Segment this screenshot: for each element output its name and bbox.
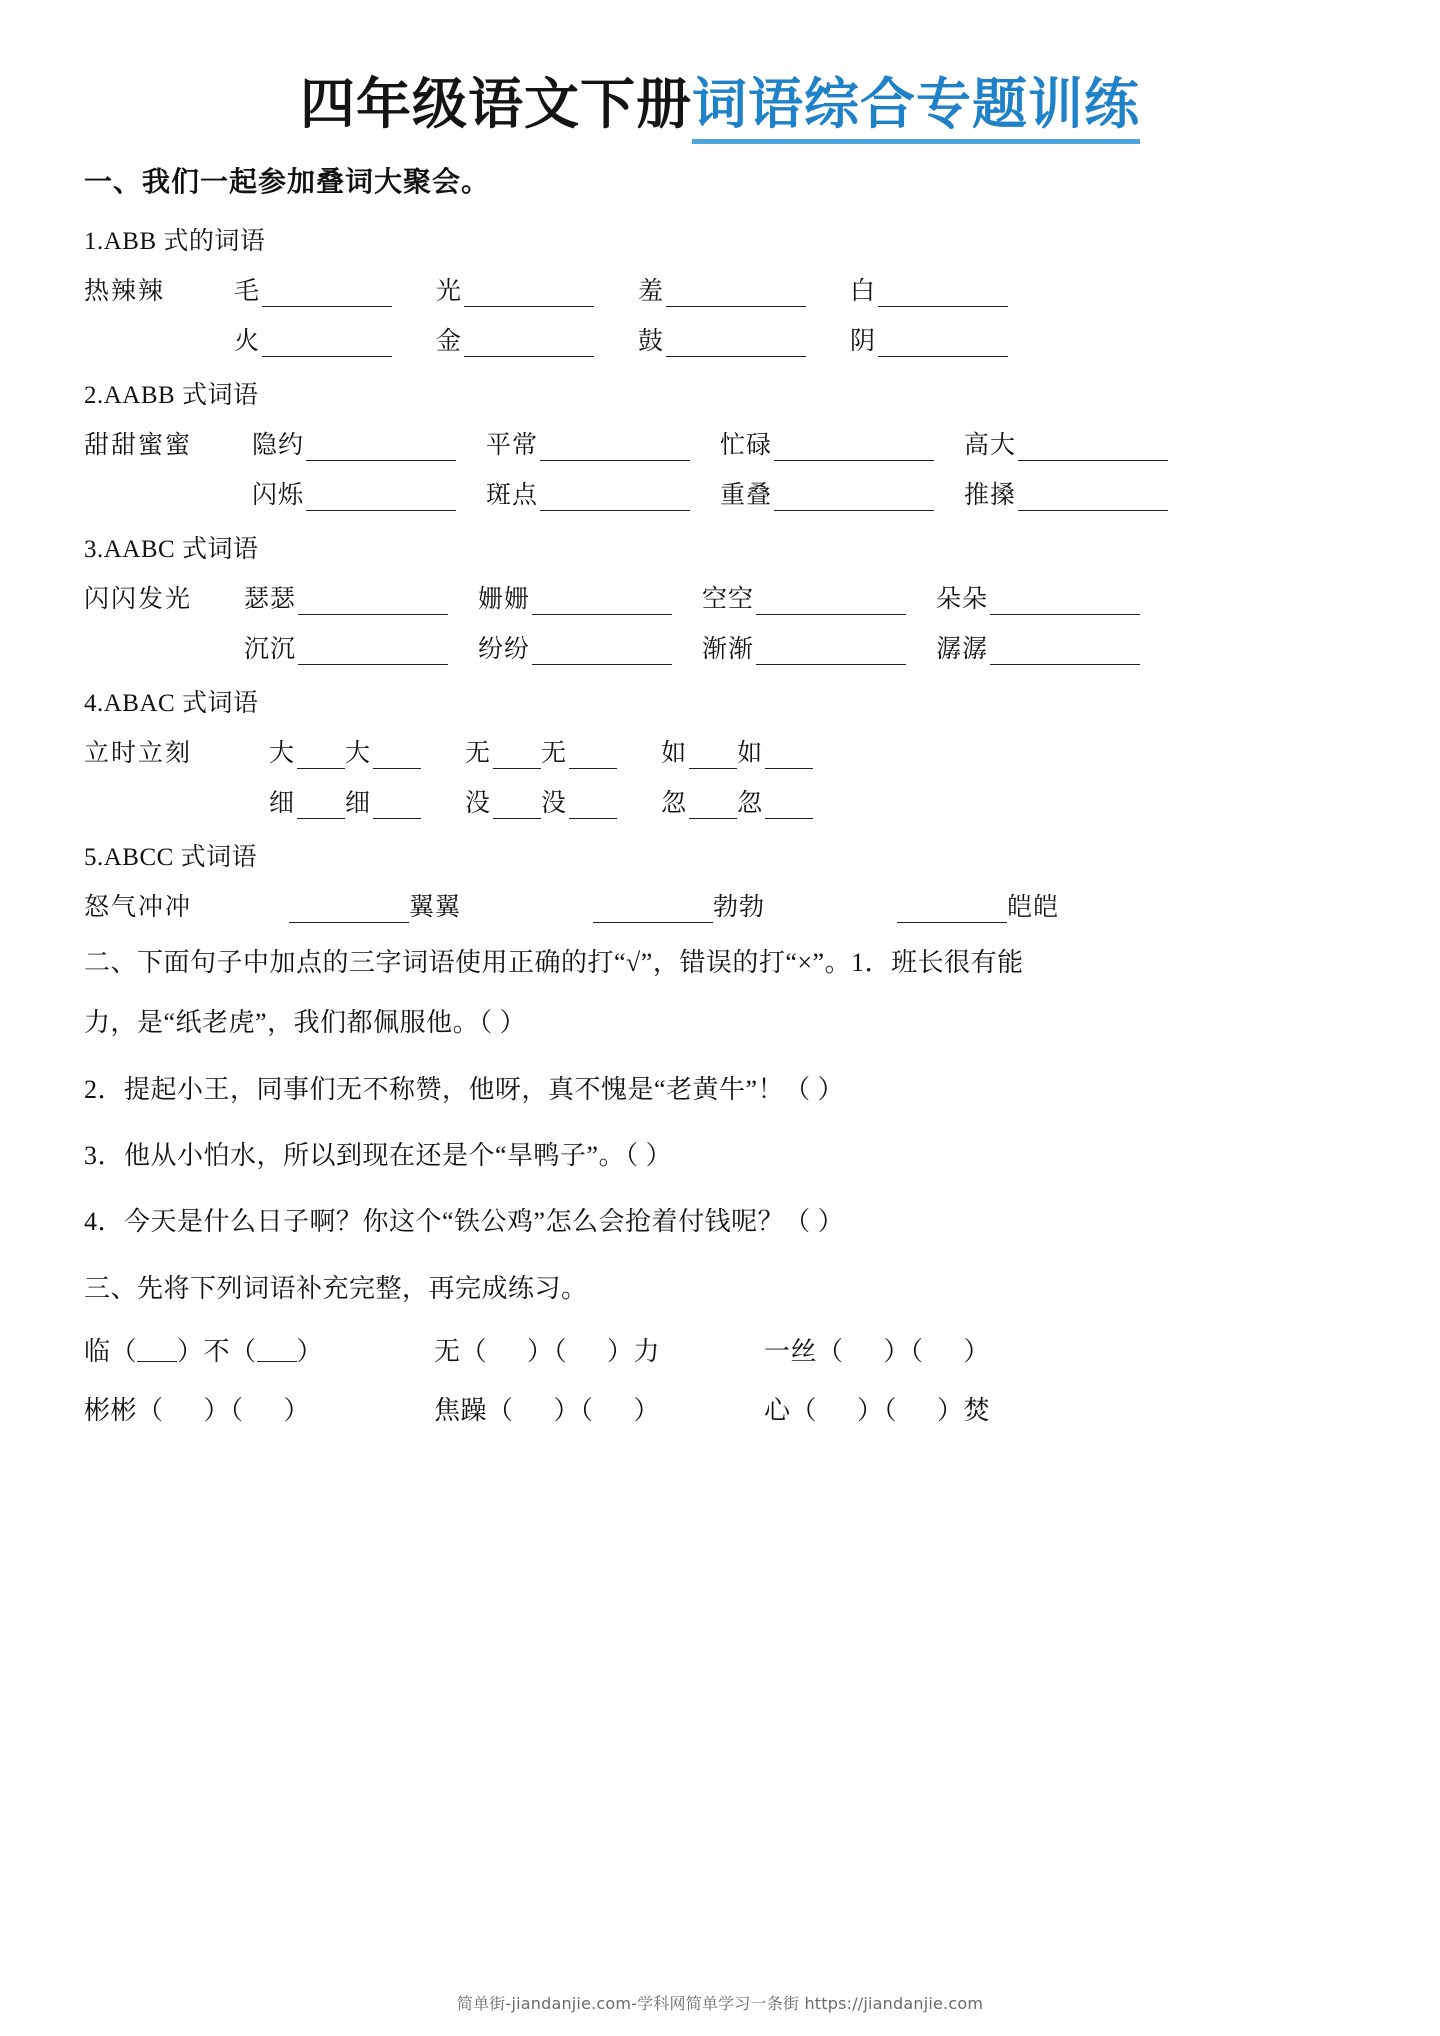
answer-cell: [289, 887, 463, 923]
prompt-word: 无: [541, 740, 568, 768]
answer-blank[interactable]: [774, 485, 934, 511]
prompt-word: 火: [234, 328, 261, 356]
answer-blank[interactable]: [297, 793, 345, 819]
answer-blank[interactable]: [532, 639, 672, 665]
answer-blank[interactable]: [689, 793, 737, 819]
group-label-abac: 4.ABAC 式词语: [84, 690, 259, 718]
section-two-item-4: 4．今天是什么日子啊？你这个“铁公鸡”怎么会抢着付钱呢？（ ）: [84, 1207, 845, 1237]
answer-cell: [478, 579, 672, 615]
answer-blank[interactable]: [569, 743, 617, 769]
answer-blank[interactable]: [689, 743, 737, 769]
idiom-blank-item: [764, 1390, 990, 1427]
idiom-blank-item: [84, 1331, 434, 1368]
answer-cell: [661, 783, 813, 819]
prompt-word: 重叠: [720, 482, 773, 510]
idiom-prefix: 焦躁（: [434, 1395, 514, 1425]
footer-watermark: 简单街-jiandanjie.com-学科网简单学习一条街 https://jiandanjie.com: [456, 1994, 984, 2013]
answer-blank[interactable]: [493, 793, 541, 819]
answer-blank[interactable]: [289, 897, 409, 923]
idiom-suffix: ）: [283, 1395, 311, 1425]
answer-blank[interactable]: [878, 331, 1008, 357]
prompt-word: 大: [269, 740, 296, 768]
abac-row-2: [84, 783, 1366, 819]
answer-blank[interactable]: [464, 331, 594, 357]
abac-example: 立时立刻: [84, 740, 193, 768]
answer-cell: [593, 887, 767, 923]
prompt-word: 闪烁: [252, 482, 305, 510]
answer-blank[interactable]: [756, 639, 906, 665]
answer-cell: [436, 271, 594, 307]
prompt-word: 推搡: [964, 482, 1017, 510]
prompt-word: 阴: [850, 328, 877, 356]
idiom-middle: ）（: [527, 1336, 568, 1366]
prompt-word: 翼翼: [409, 894, 462, 922]
idiom-prefix: 一丝（: [764, 1336, 844, 1366]
answer-cell: [897, 887, 1061, 923]
answer-cell: [252, 475, 456, 511]
answer-cell: [638, 321, 806, 357]
answer-blank[interactable]: [257, 1336, 297, 1362]
idiom-middle: ）（: [553, 1395, 594, 1425]
section-two-item-2: 2．提起小王，同事们无不称赞，他呀，真不愧是“老黄牛”！（ ）: [84, 1074, 845, 1104]
aabb-row-1: [84, 425, 1366, 461]
idiom-suffix: ）: [633, 1395, 661, 1425]
aabc-example: 闪闪发光: [84, 586, 193, 614]
aabc-row-2: [84, 629, 1366, 665]
answer-cell: [850, 321, 1008, 357]
group-label-abb: 1.ABB 式的词语: [84, 228, 266, 256]
answer-blank[interactable]: [262, 331, 392, 357]
group-label-aabb: 2.AABB 式词语: [84, 382, 259, 410]
idiom-suffix: ）: [296, 1336, 324, 1366]
idiom-suffix: ）焚: [937, 1395, 991, 1425]
answer-blank[interactable]: [756, 589, 906, 615]
idiom-suffix: ）: [963, 1336, 991, 1366]
prompt-word: 无: [465, 740, 492, 768]
answer-blank[interactable]: [262, 281, 392, 307]
title-blue-text: 词语综合专题训练: [692, 72, 1140, 144]
answer-blank[interactable]: [373, 743, 421, 769]
prompt-word: 渐渐: [702, 636, 755, 664]
idiom-prefix: 心（: [764, 1395, 818, 1425]
answer-blank[interactable]: [666, 281, 806, 307]
answer-cell: [234, 321, 392, 357]
group-label-aabc: 3.AABC 式词语: [84, 536, 259, 564]
answer-cell: [244, 629, 448, 665]
idiom-blank-item: [764, 1331, 990, 1368]
answer-blank[interactable]: [306, 485, 456, 511]
answer-blank[interactable]: [373, 793, 421, 819]
idiom-suffix: ）力: [607, 1336, 661, 1366]
answer-cell: [486, 425, 690, 461]
prompt-word: 潺潺: [936, 636, 989, 664]
answer-cell: [702, 629, 906, 665]
prompt-word: 毛: [234, 278, 261, 306]
answer-blank[interactable]: [990, 639, 1140, 665]
prompt-word: 纷纷: [478, 636, 531, 664]
abcc-example: 怒气冲冲: [84, 894, 193, 922]
section-two-item-1: 力，是“纸老虎”，我们都佩服他。（ ）: [84, 1008, 527, 1038]
prompt-word: 细: [345, 790, 372, 818]
abac-row-1: [84, 733, 1366, 769]
prompt-word: 没: [465, 790, 492, 818]
abb-example: 热辣辣: [84, 278, 166, 306]
idiom-prefix: 临（: [84, 1336, 138, 1366]
answer-blank[interactable]: [990, 589, 1140, 615]
answer-cell: [436, 321, 594, 357]
prompt-word: 姗姗: [478, 586, 531, 614]
answer-blank[interactable]: [1018, 485, 1168, 511]
answer-blank[interactable]: [897, 897, 1007, 923]
answer-blank[interactable]: [297, 743, 345, 769]
answer-blank[interactable]: [666, 331, 806, 357]
prompt-word: 瑟瑟: [244, 586, 297, 614]
aabb-row-2: [84, 475, 1366, 511]
answer-cell: [465, 783, 617, 819]
section-three-row-2: [84, 1390, 1366, 1427]
prompt-word: 隐约: [252, 432, 305, 460]
section-two-item-3: 3．他从小怕水，所以到现在还是个“旱鸭子”。（ ）: [84, 1140, 673, 1170]
answer-cell: [252, 425, 456, 461]
answer-cell: [661, 733, 813, 769]
answer-cell: [936, 579, 1140, 615]
prompt-word: 如: [737, 740, 764, 768]
answer-blank[interactable]: [765, 743, 813, 769]
answer-cell: [244, 579, 448, 615]
answer-blank[interactable]: [878, 281, 1008, 307]
prompt-word: 空空: [702, 586, 755, 614]
answer-blank[interactable]: [298, 639, 448, 665]
abb-row-2: [84, 321, 1366, 357]
title-black-text: 四年级语文下册: [299, 72, 692, 136]
idiom-blank-item: [84, 1390, 434, 1427]
section-three-heading: 三、先将下列词语补充完整，再完成练习。: [84, 1273, 588, 1303]
prompt-word: 白: [850, 278, 877, 306]
prompt-word: 羞: [638, 278, 665, 306]
prompt-word: 光: [436, 278, 463, 306]
worksheet-content: [0, 163, 1440, 1427]
answer-cell: [269, 733, 421, 769]
abb-row-1: [84, 271, 1366, 307]
prompt-word: 如: [661, 740, 688, 768]
prompt-word: 皑皑: [1007, 894, 1060, 922]
answer-blank[interactable]: [306, 435, 456, 461]
answer-cell: [478, 629, 672, 665]
answer-blank[interactable]: [137, 1336, 177, 1362]
answer-cell: [486, 475, 690, 511]
prompt-word: 没: [541, 790, 568, 818]
prompt-word: 忽: [661, 790, 688, 818]
prompt-word: 鼓: [638, 328, 665, 356]
answer-cell: [850, 271, 1008, 307]
aabc-row-1: [84, 579, 1366, 615]
idiom-middle: ）（: [883, 1336, 924, 1366]
answer-cell: [702, 579, 906, 615]
answer-blank[interactable]: [569, 793, 617, 819]
answer-blank[interactable]: [593, 897, 713, 923]
prompt-word: 大: [345, 740, 372, 768]
answer-cell: [465, 733, 617, 769]
page-title: [0, 0, 1440, 141]
group-label-abcc: 5.ABCC 式词语: [84, 844, 258, 872]
answer-cell: [269, 783, 421, 819]
idiom-blank-item: [434, 1331, 764, 1368]
prompt-word: 高大: [964, 432, 1017, 460]
idiom-middle: ）（: [203, 1395, 244, 1425]
answer-cell: [936, 629, 1140, 665]
answer-cell: [720, 425, 934, 461]
idiom-prefix: 无（: [434, 1336, 488, 1366]
abcc-row-1: [84, 887, 1366, 923]
prompt-word: 忙碌: [720, 432, 773, 460]
answer-blank[interactable]: [765, 793, 813, 819]
answer-blank[interactable]: [540, 435, 690, 461]
answer-cell: [720, 475, 934, 511]
answer-cell: [964, 425, 1168, 461]
prompt-word: 朵朵: [936, 586, 989, 614]
section-three-row-1: [84, 1331, 1366, 1368]
answer-cell: [234, 271, 392, 307]
answer-cell: [964, 475, 1168, 511]
prompt-word: 斑点: [486, 482, 539, 510]
answer-blank[interactable]: [532, 589, 672, 615]
answer-blank[interactable]: [493, 743, 541, 769]
prompt-word: 金: [436, 328, 463, 356]
answer-cell: [638, 271, 806, 307]
idiom-middle: ）（: [857, 1395, 898, 1425]
answer-blank[interactable]: [298, 589, 448, 615]
answer-blank[interactable]: [464, 281, 594, 307]
answer-blank[interactable]: [774, 435, 934, 461]
aabb-example: 甜甜蜜蜜: [84, 432, 193, 460]
section-one-heading: 一、我们一起参加叠词大聚会。: [84, 166, 491, 198]
answer-blank[interactable]: [540, 485, 690, 511]
prompt-word: 勃勃: [713, 894, 766, 922]
prompt-word: 忽: [737, 790, 764, 818]
prompt-word: 平常: [486, 432, 539, 460]
idiom-middle: ）不（: [177, 1336, 257, 1366]
section-two-heading: 二、下面句子中加点的三字词语使用正确的打“√”，错误的打“×”。1．班长很有能: [84, 948, 1024, 978]
idiom-blank-item: [434, 1390, 764, 1427]
prompt-word: 细: [269, 790, 296, 818]
answer-blank[interactable]: [1018, 435, 1168, 461]
idiom-prefix: 彬彬（: [84, 1395, 164, 1425]
prompt-word: 沉沉: [244, 636, 297, 664]
